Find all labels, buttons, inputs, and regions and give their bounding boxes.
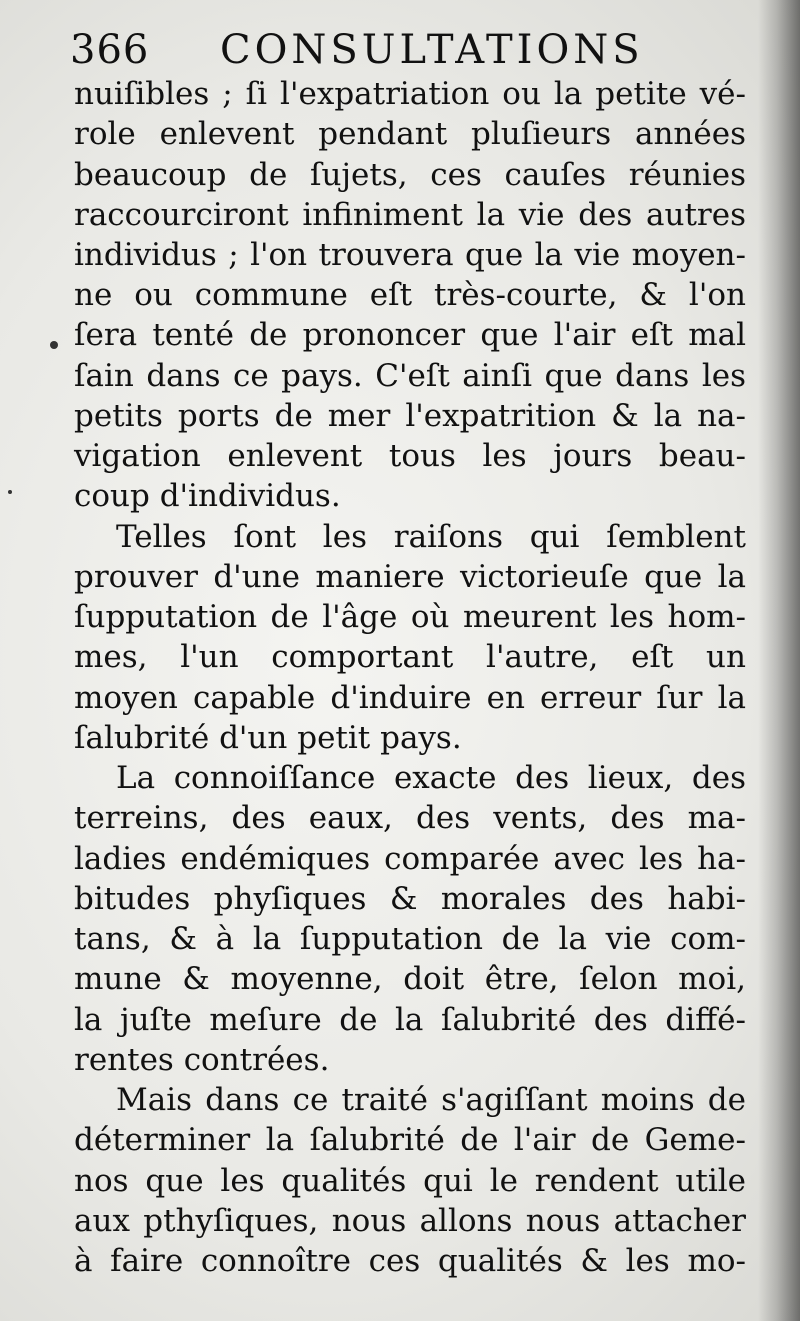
text-line: ne ou commune eſt très-courte, & l'on [74,277,746,313]
text-line: petits ports de mer l'expatrition & la na- [74,398,746,434]
text-line: ſalubrité d'un petit pays. [74,720,462,756]
page-header [70,20,760,80]
text-line: ſupputation de l'âge où meurent les hom- [74,599,746,635]
text-line: à faire connoître ces qualités & les mo- [74,1243,746,1279]
text-line: nos que les qualités qui le rendent utile [74,1163,746,1199]
text-line: bitudes phyſiques & morales des habi- [74,881,746,917]
text-line: rentes contrées. [74,1042,330,1078]
paragraph-start-line: La connoiſſance exacte des lieux, des [116,760,746,796]
text-line: ſera tenté de prononcer que l'air eſt mal [74,317,746,353]
ink-speck [8,490,12,494]
text-line: coup d'individus. [74,478,341,514]
text-line: tans, & à la ſupputation de la vie com- [74,921,746,957]
text-line: nuiſibles ; ſi l'expatriation ou la petite vé- [74,76,746,112]
text-line: raccourciront infiniment la vie des autres [74,197,746,233]
page-gutter-shadow [758,0,800,1321]
text-line: aux pthyſiques, nous allons nous attacher [74,1203,746,1239]
text-line: déterminer la ſalubrité de l'air de Geme- [74,1122,746,1158]
running-title: CONSULTATIONS [220,27,644,73]
text-line: moyen capable d'induire en erreur ſur la [74,680,746,716]
text-line: role enlevent pendant pluſieurs années [74,116,746,152]
page-number: 366 [70,27,150,73]
text-line: ſain dans ce pays. C'eſt ainſi que dans les [74,358,746,394]
paragraph-start-line: Telles ſont les raiſons qui ſemblent [116,519,746,555]
text-line: la juſte meſure de la ſalubrité des diffé- [74,1002,746,1038]
text-line: vigation enlevent tous les jours beau- [74,438,746,474]
text-line: individus ; l'on trouvera que la vie moyen- [74,237,746,273]
text-line: mune & moyenne, doit être, ſelon moi, [74,961,746,997]
text-line: terreins, des eaux, des vents, des ma- [74,800,746,836]
text-line: prouver d'une maniere victorieuſe que la [74,559,746,595]
text-line: ladies endémiques comparée avec les ha- [74,841,746,877]
ink-speck [50,341,58,349]
text-line: beaucoup de ſujets, ces cauſes réunies [74,157,746,193]
text-line: mes, l'un comportant l'autre, eſt un [74,639,746,675]
paragraph-start-line: Mais dans ce traité s'agiſſant moins de [116,1082,746,1118]
